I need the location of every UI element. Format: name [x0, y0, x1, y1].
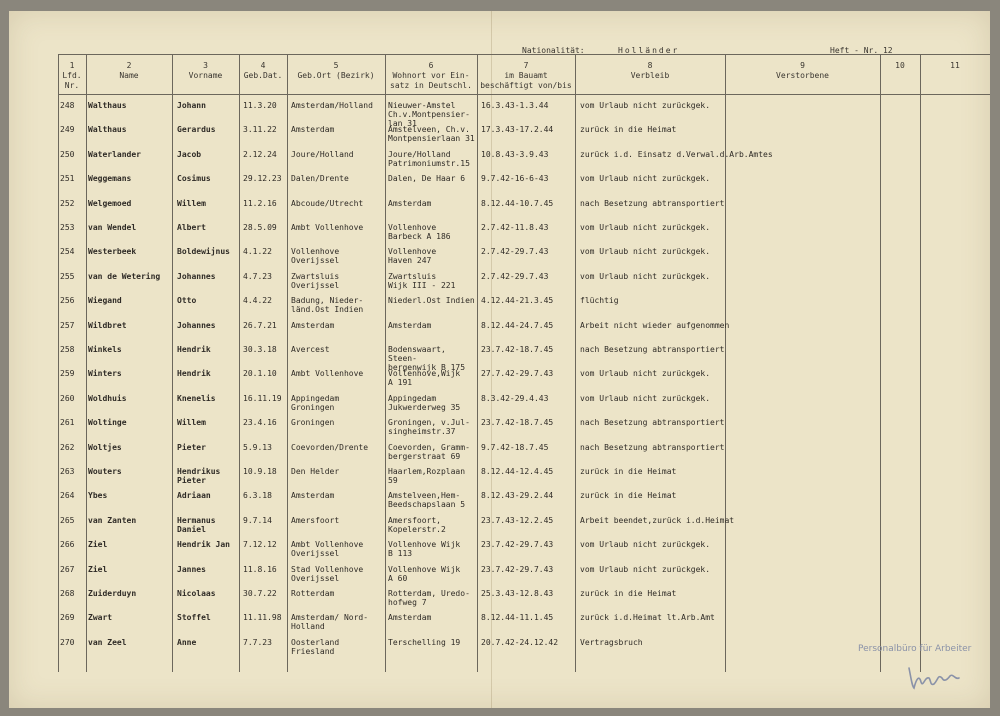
- signature: [905, 660, 965, 694]
- row-whereabouts: vom Urlaub nicht zurückgek.: [580, 101, 711, 110]
- row-name: Walthaus: [88, 101, 127, 110]
- row-first-name: Adriaan: [177, 491, 211, 501]
- row-first-name: Johann: [177, 101, 206, 110]
- row-birth-place: Amsterdam: [291, 125, 335, 135]
- row-residence: Vollenhove Wijk A 60: [388, 564, 461, 583]
- row-first-name: Jannes: [177, 564, 206, 574]
- row-name: Welgemoed: [88, 198, 132, 208]
- grid-vline: [385, 54, 386, 672]
- row-first-name: Johannes: [177, 320, 216, 330]
- column-label: im Bauamt beschäftigt von/bis: [480, 71, 572, 90]
- grid-vline: [86, 54, 87, 672]
- column-label: Wohnort vor Ein- satz in Deutschl.: [390, 71, 472, 90]
- row-employment-period: 2.7.42-11.8.43: [481, 223, 549, 232]
- column-number: 3: [203, 61, 208, 70]
- column-label: Geb.Ort (Bezirk): [297, 71, 375, 80]
- row-name: Woltinge: [88, 418, 127, 428]
- row-employment-period: 27.7.42-29.7.43: [481, 369, 554, 379]
- row-employment-period: 10.8.43-3.9.43: [481, 149, 549, 159]
- row-birth-date: 6.3.18: [243, 491, 272, 501]
- row-employment-period: 23.7.42-18.7.45: [481, 345, 554, 354]
- row-birth-place: Stad Vollenhove Overijssel: [291, 564, 364, 583]
- row-name: Wouters: [88, 467, 122, 476]
- row-birth-date: 16.11.19: [243, 393, 282, 403]
- row-whereabouts: vom Urlaub nicht zurückgek.: [580, 271, 711, 281]
- row-birth-date: 4.7.23: [243, 271, 272, 281]
- column-header-7: [477, 61, 575, 91]
- row-birth-date: 29.12.23: [243, 174, 282, 184]
- row-birth-date: 10.9.18: [243, 467, 277, 476]
- row-birth-date: 11.11.98: [243, 613, 282, 623]
- row-name: Ziel: [88, 564, 108, 574]
- row-whereabouts: flüchtig: [580, 296, 619, 306]
- row-name: van de Wetering: [88, 271, 161, 281]
- grid-vline: [477, 54, 478, 672]
- column-number: 4: [260, 61, 266, 70]
- row-whereabouts: zurück in die Heimat: [580, 491, 677, 501]
- row-residence: Nieuwer-Amstel Ch.v.Montpensier- lan 31: [388, 101, 470, 128]
- row-number: 255: [60, 271, 75, 281]
- row-birth-place: Dalen/Drente: [291, 174, 349, 184]
- row-first-name: Gerardus: [177, 125, 216, 135]
- row-number: 250: [60, 149, 75, 159]
- column-number: 11: [950, 61, 960, 70]
- row-employment-period: 23.7.42-29.7.43: [481, 540, 554, 550]
- row-whereabouts: Arbeit beendet,zurück i.d.Heimat: [580, 515, 735, 525]
- row-first-name: Hendrikus Pieter: [177, 467, 221, 485]
- row-birth-place: Zwartsluis Overijssel: [291, 271, 340, 290]
- row-birth-date: 5.9.13: [243, 442, 272, 452]
- row-residence: Haarlem,Rozplaan 59: [388, 467, 466, 485]
- column-header-3: [172, 61, 239, 81]
- row-whereabouts: nach Besetzung abtransportiert: [580, 442, 725, 452]
- row-residence: Bodenswaart, Steen- bergenwijk B 175: [388, 345, 466, 372]
- row-employment-period: 17.3.43-17.2.44: [481, 125, 554, 135]
- row-employment-period: 20.7.42-24.12.42: [481, 637, 559, 647]
- column-number: 10: [895, 61, 905, 70]
- row-number: 268: [60, 589, 75, 598]
- nationality-label: Nationalität:: [522, 46, 585, 55]
- row-number: 254: [60, 247, 75, 257]
- row-birth-place: Coevorden/Drente: [291, 442, 369, 452]
- row-whereabouts: vom Urlaub nicht zurückgek.: [580, 174, 711, 184]
- row-name: Wiegand: [88, 296, 122, 306]
- row-number: 267: [60, 564, 75, 574]
- row-birth-date: 23.4.16: [243, 418, 277, 428]
- row-first-name: Knenelis: [177, 393, 216, 403]
- row-name: van Zanten: [88, 515, 137, 525]
- column-header-11: [920, 61, 990, 71]
- row-name: Westerbeek: [88, 247, 137, 257]
- column-number: 5: [333, 61, 339, 70]
- row-number: 260: [60, 393, 75, 403]
- row-employment-period: 8.12.44-12.4.45: [481, 467, 554, 476]
- row-employment-period: 2.7.42-29.7.43: [481, 247, 549, 257]
- row-birth-place: Amsterdam: [291, 491, 335, 501]
- row-number: 258: [60, 345, 75, 354]
- grid-vline: [172, 54, 173, 672]
- column-label: Verbleib: [630, 71, 670, 80]
- row-number: 265: [60, 515, 75, 525]
- row-whereabouts: nach Besetzung abtransportiert: [580, 198, 725, 208]
- row-birth-place: Vollenhove Overijssel: [291, 247, 340, 266]
- row-residence: Joure/Holland Patrimoniumstr.15: [388, 149, 470, 168]
- row-birth-date: 4.1.22: [243, 247, 272, 257]
- column-header-4: [239, 61, 287, 81]
- row-whereabouts: vom Urlaub nicht zurückgek.: [580, 223, 711, 232]
- row-birth-place: Rotterdam: [291, 589, 335, 598]
- row-name: Weggemans: [88, 174, 132, 184]
- column-label: Vorname: [188, 71, 223, 80]
- row-number: 263: [60, 467, 75, 476]
- row-number: 251: [60, 174, 75, 184]
- row-whereabouts: vom Urlaub nicht zurückgek.: [580, 564, 711, 574]
- row-whereabouts: vom Urlaub nicht zurückgek.: [580, 540, 711, 550]
- row-number: 253: [60, 223, 75, 232]
- row-birth-date: 28.5.09: [243, 223, 277, 232]
- row-first-name: Hendrik: [177, 345, 211, 354]
- nationality-value: Holländer: [618, 46, 680, 55]
- row-employment-period: 8.12.44-11.1.45: [481, 613, 554, 623]
- row-residence: Amsterdam: [388, 320, 432, 330]
- column-header-2: [86, 61, 172, 81]
- row-whereabouts: zurück in die Heimat: [580, 589, 677, 598]
- row-birth-date: 30.3.18: [243, 345, 277, 354]
- row-employment-period: 4.12.44-21.3.45: [481, 296, 554, 306]
- row-residence: Amstelveen, Ch.v. Montpensierlaan 31: [388, 125, 475, 144]
- row-birth-place: Groningen: [291, 418, 335, 428]
- row-birth-date: 7.12.12: [243, 540, 277, 550]
- row-employment-period: 25.3.43-12.8.43: [481, 589, 554, 598]
- row-first-name: Albert: [177, 223, 206, 232]
- row-birth-place: Ambt Vollenhove: [291, 369, 364, 379]
- column-header-9: [725, 61, 880, 81]
- row-residence: Amsterdam: [388, 198, 432, 208]
- row-birth-date: 4.4.22: [243, 296, 272, 306]
- row-number: 269: [60, 613, 75, 623]
- row-name: Winters: [88, 369, 122, 379]
- row-first-name: Willem: [177, 198, 206, 208]
- row-first-name: Hermanus Daniel: [177, 515, 216, 534]
- row-birth-date: 26.7.21: [243, 320, 277, 330]
- grid-vline: [239, 54, 240, 672]
- row-residence: Amersfoort, Kopelerstr.2: [388, 515, 446, 534]
- row-birth-place: Oosterland Friesland: [291, 637, 340, 656]
- row-name: Waterlander: [88, 149, 141, 159]
- row-residence: Amstelveen,Hem- Beedschapslaan 5: [388, 491, 466, 510]
- column-header-8: [575, 61, 725, 81]
- row-birth-date: 11.3.20: [243, 101, 277, 110]
- row-first-name: Boldewijnus: [177, 247, 230, 257]
- row-name: Winkels: [88, 345, 122, 354]
- row-employment-period: 2.7.42-29.7.43: [481, 271, 549, 281]
- row-residence: Vollenhove Wijk B 113: [388, 540, 461, 559]
- document-sheet: [9, 11, 990, 708]
- row-employment-period: 8.3.42-29.4.43: [481, 393, 549, 403]
- row-employment-period: 8.12.44-24.7.45: [481, 320, 554, 330]
- row-first-name: Jacob: [177, 149, 202, 159]
- row-birth-place: Amsterdam/ Nord- Holland: [291, 613, 369, 632]
- row-first-name: Pieter: [177, 442, 206, 452]
- grid-hline: [58, 54, 990, 55]
- row-whereabouts: zurück in die Heimat: [580, 467, 677, 476]
- row-name: Ybes: [88, 491, 108, 501]
- row-first-name: Hendrik Jan: [177, 540, 230, 550]
- row-first-name: Cosimus: [177, 174, 211, 184]
- row-number: 257: [60, 320, 75, 330]
- row-residence: Appingedam Jukwerderweg 35: [388, 393, 461, 412]
- column-label: Geb.Dat.: [243, 71, 283, 80]
- row-name: van Wendel: [88, 223, 137, 232]
- row-birth-date: 7.7.23: [243, 637, 272, 647]
- row-number: 248: [60, 101, 75, 110]
- row-number: 259: [60, 369, 75, 379]
- row-employment-period: 9.7.42-16-6-43: [481, 174, 549, 184]
- row-birth-place: Ambt Vollenhove Overijssel: [291, 540, 364, 559]
- row-birth-place: Badung, Nieder- länd.Ost Indien: [291, 296, 364, 315]
- row-name: Wildbret: [88, 320, 127, 330]
- column-number: 9: [800, 61, 805, 70]
- row-residence: Amsterdam: [388, 613, 432, 623]
- row-first-name: Willem: [177, 418, 206, 428]
- column-header-10: [880, 61, 920, 71]
- grid-hline: [58, 94, 990, 95]
- row-residence: Rotterdam, Uredo- hofweg 7: [388, 589, 470, 607]
- row-name: Zwart: [88, 613, 113, 623]
- row-residence: Vollenhove,Wijk A 191: [388, 369, 461, 388]
- column-label: Name: [119, 71, 139, 80]
- column-number: 2: [126, 61, 132, 70]
- column-number: 6: [428, 61, 434, 70]
- row-number: 266: [60, 540, 75, 550]
- row-name: Walthaus: [88, 125, 127, 135]
- column-label: Lfd. Nr.: [62, 71, 82, 90]
- row-residence: Zwartsluis Wijk III - 221: [388, 271, 456, 290]
- grid-vline: [575, 54, 576, 672]
- grid-vline: [920, 54, 921, 672]
- row-residence: Terschelling 19: [388, 637, 461, 647]
- row-birth-date: 2.12.24: [243, 149, 277, 159]
- row-name: Woltjes: [88, 442, 122, 452]
- column-number: 1: [69, 61, 75, 70]
- row-employment-period: 23.7.43-12.2.45: [481, 515, 554, 525]
- row-first-name: Nicolaas: [177, 589, 216, 598]
- column-number: 7: [523, 61, 529, 70]
- row-birth-date: 11.2.16: [243, 198, 277, 208]
- row-birth-date: 20.1.10: [243, 369, 277, 379]
- row-whereabouts: zurück i.d. Einsatz d.Verwal.d.Arb.Amtes: [580, 149, 773, 159]
- row-employment-period: 9.7.42-18.7.45: [481, 442, 549, 452]
- row-residence: Coevorden, Gramm- bergerstraat 69: [388, 442, 470, 461]
- row-residence: Niederl.Ost Indien: [388, 296, 475, 306]
- row-residence: Vollenhove Barbeck A 186: [388, 223, 451, 241]
- row-name: Zuiderduyn: [88, 589, 137, 598]
- row-number: 252: [60, 198, 75, 208]
- row-birth-place: Avercest: [291, 345, 330, 354]
- sheet-number: Heft - Nr. 12: [830, 46, 893, 55]
- row-birth-date: 11.8.16: [243, 564, 277, 574]
- row-birth-place: Appingedam Groningen: [291, 393, 340, 412]
- row-number: 261: [60, 418, 75, 428]
- row-first-name: Anne: [177, 637, 197, 647]
- row-residence: Dalen, De Haar 6: [388, 174, 466, 184]
- column-number: 8: [647, 61, 653, 70]
- row-number: 264: [60, 491, 75, 501]
- column-label: Verstorbene: [776, 71, 829, 80]
- row-number: 262: [60, 442, 75, 452]
- grid-vline: [58, 54, 59, 672]
- row-birth-place: Amsterdam/Holland: [291, 101, 373, 110]
- grid-vline: [880, 54, 881, 672]
- row-whereabouts: vom Urlaub nicht zurückgek.: [580, 369, 711, 379]
- row-birth-date: 9.7.14: [243, 515, 272, 525]
- row-residence: Vollenhove Haven 247: [388, 247, 437, 266]
- row-first-name: Stoffel: [177, 613, 211, 623]
- row-name: van Zeel: [88, 637, 127, 647]
- row-employment-period: 16.3.43-1.3.44: [481, 101, 549, 110]
- row-birth-place: Amsterdam: [291, 320, 335, 330]
- row-number: 270: [60, 637, 75, 647]
- page-fold: [491, 11, 492, 708]
- row-whereabouts: Vertragsbruch: [580, 637, 643, 647]
- row-whereabouts: vom Urlaub nicht zurückgek.: [580, 393, 711, 403]
- row-birth-place: Abcoude/Utrecht: [291, 198, 364, 208]
- grid-vline: [287, 54, 288, 672]
- row-name: Woldhuis: [88, 393, 127, 403]
- row-whereabouts: zurück i.d.Heimat lt.Arb.Amt: [580, 613, 715, 623]
- row-birth-place: Joure/Holland: [291, 149, 354, 159]
- row-name: Ziel: [88, 540, 108, 550]
- row-whereabouts: nach Besetzung abtransportiert: [580, 345, 725, 354]
- row-whereabouts: zurück in die Heimat: [580, 125, 677, 135]
- row-number: 249: [60, 125, 75, 135]
- row-birth-place: Den Helder: [291, 467, 340, 476]
- row-birth-place: Amersfoort: [291, 515, 340, 525]
- row-birth-date: 3.11.22: [243, 125, 277, 135]
- column-header-5: [287, 61, 385, 81]
- row-first-name: Otto: [177, 296, 197, 306]
- column-header-1: [58, 61, 86, 91]
- grid-vline: [725, 54, 726, 672]
- row-employment-period: 23.7.42-18.7.45: [481, 418, 554, 428]
- row-whereabouts: nach Besetzung abtransportiert: [580, 418, 725, 428]
- row-employment-period: 8.12.44-10.7.45: [481, 198, 554, 208]
- row-birth-date: 30.7.22: [243, 589, 277, 598]
- row-employment-period: 23.7.42-29.7.43: [481, 564, 554, 574]
- office-stamp: Personalbüro für Arbeiter: [858, 644, 972, 654]
- column-header-6: [385, 61, 477, 91]
- row-first-name: Johannes: [177, 271, 216, 281]
- row-residence: Groningen, v.Jul- singheimstr.37: [388, 418, 470, 437]
- row-whereabouts: Arbeit nicht wieder aufgenommen: [580, 320, 730, 330]
- row-whereabouts: vom Urlaub nicht zurückgek.: [580, 247, 711, 257]
- row-number: 256: [60, 296, 75, 306]
- row-employment-period: 8.12.43-29.2.44: [481, 491, 554, 501]
- row-first-name: Hendrik: [177, 369, 211, 379]
- row-birth-place: Ambt Vollenhove: [291, 223, 364, 232]
